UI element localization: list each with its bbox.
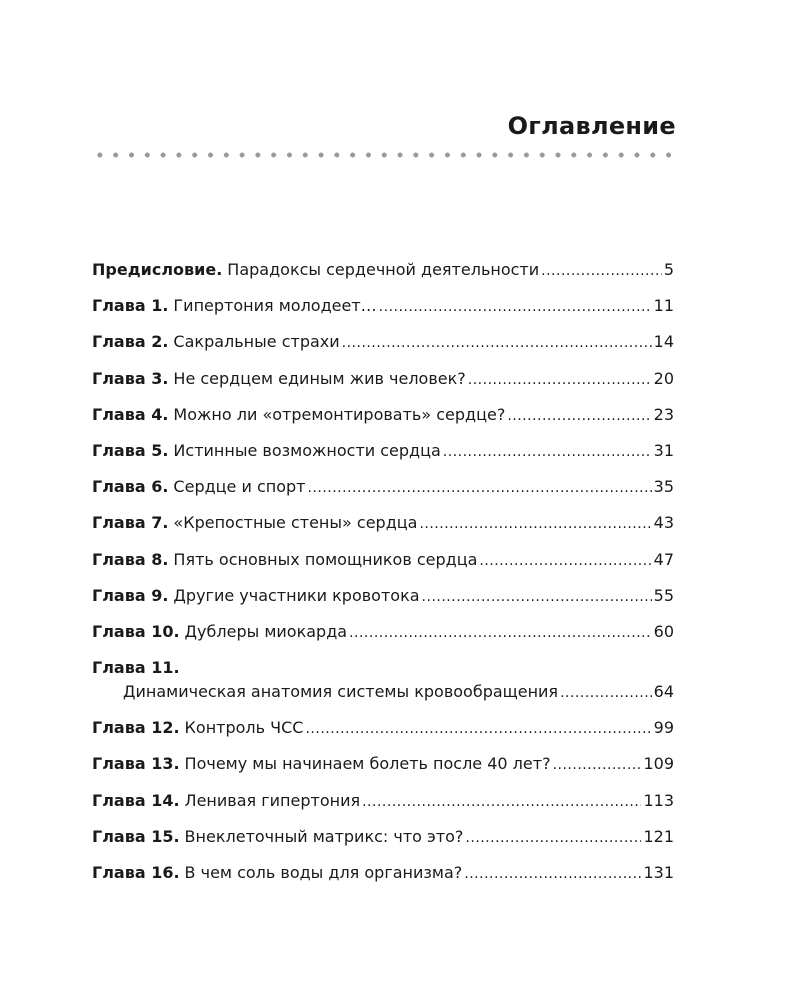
- toc-entry-chapter-5: [92, 439, 674, 463]
- dot-leader: [465, 826, 641, 850]
- toc-entry-label: Глава 16.: [92, 863, 180, 882]
- toc-entry-chapter-7: [92, 511, 674, 535]
- toc-entry-page: 35: [653, 477, 674, 497]
- dot-leader: [379, 295, 652, 319]
- toc-entry-page: 31: [653, 440, 674, 460]
- toc-entry-page: 11: [653, 296, 674, 316]
- toc-entry-page: 23: [653, 404, 674, 424]
- toc-entry-label: Глава 12.: [92, 718, 180, 738]
- toc-entry-page: 43: [653, 513, 674, 533]
- dot-leader: [419, 512, 651, 536]
- toc-entry-label: Глава 4.: [92, 404, 169, 424]
- toc-entry-page: 20: [653, 368, 674, 388]
- toc-entry-chapter-12: [92, 716, 674, 740]
- toc-entry-title: Дублеры миокарда: [184, 621, 348, 641]
- toc-entry-chapter-1: [92, 294, 674, 318]
- dot-leader: [307, 476, 651, 500]
- toc-entry-title: Динамическая анатомия системы кровообращения: [123, 682, 559, 702]
- toc-entry-title: Не сердцем единым жив человек?: [173, 368, 466, 388]
- toc-entry-label: Глава 10.: [92, 621, 180, 641]
- dotted-divider: [92, 152, 678, 158]
- table-of-contents: [92, 258, 674, 897]
- toc-entry-label: Глава 15.: [92, 826, 180, 846]
- dot-leader: [349, 621, 652, 645]
- dot-leader: [443, 440, 652, 464]
- toc-entry-title: Парадоксы сердечной деятельности: [227, 260, 540, 279]
- dot-leader: [305, 717, 651, 741]
- toc-entry-title: Внеклеточный матрикс: что это?: [184, 826, 464, 846]
- toc-entry-page: 60: [653, 621, 674, 641]
- toc-entry-title: Пять основных помощников сердца: [173, 549, 478, 569]
- toc-entry-page: 55: [653, 585, 674, 605]
- toc-entry-page: 47: [653, 549, 674, 569]
- toc-entry-title: Сакральные страхи: [173, 332, 340, 352]
- toc-entry-title: Истинные возможности сердца: [173, 440, 441, 460]
- toc-entry-page: 113: [643, 790, 674, 810]
- dot-leader: [464, 862, 641, 886]
- toc-entry-title: Другие участники кровотока: [173, 585, 420, 605]
- toc-entry-chapter-9: [92, 584, 674, 608]
- toc-entry-preface: [92, 258, 674, 282]
- toc-entry-title: «Крепостные стены» сердца: [173, 513, 418, 533]
- toc-entry-title: Почему мы начинаем болеть после 40 лет?: [184, 754, 551, 774]
- toc-entry-label: Предисловие.: [92, 260, 223, 279]
- dot-leader: [479, 549, 651, 573]
- toc-entry-chapter-11: [92, 656, 674, 704]
- toc-entry-chapter-14: [92, 789, 674, 813]
- dot-leader: [553, 753, 642, 777]
- toc-entry-chapter-3: [92, 367, 674, 391]
- dot-leader: [468, 368, 652, 392]
- toc-entry-chapter-10: [92, 620, 674, 644]
- dot-leader: [560, 681, 652, 705]
- toc-entry-title: Можно ли «отремонтировать» сердце?: [173, 404, 506, 424]
- toc-entry-page: 109: [643, 754, 674, 774]
- dot-leader: [362, 790, 641, 814]
- dot-leader: [422, 585, 652, 609]
- toc-entry-title: Гипертония молодеет…: [173, 296, 377, 316]
- toc-entry-page: 131: [643, 863, 674, 882]
- toc-entry-label: Глава 5.: [92, 440, 169, 460]
- toc-entry-label: Глава 3.: [92, 368, 169, 388]
- toc-entry-subline: [92, 680, 674, 704]
- toc-entry-chapter-16: [92, 861, 674, 885]
- toc-entry-label: Глава 2.: [92, 332, 169, 352]
- toc-entry-page: 64: [653, 682, 674, 702]
- toc-entry-label: Глава 9.: [92, 585, 169, 605]
- toc-entry-page: 99: [653, 718, 674, 738]
- toc-entry-label: Глава 13.: [92, 754, 180, 774]
- toc-entry-title: Сердце и спорт: [173, 477, 306, 497]
- toc-entry-chapter-2: [92, 330, 674, 354]
- dot-leader: [342, 331, 652, 355]
- page-title: Оглавление: [507, 112, 676, 140]
- toc-entry-page: 121: [643, 826, 674, 846]
- dot-leader: [541, 259, 662, 283]
- toc-entry-chapter-15: [92, 825, 674, 849]
- toc-entry-label: Глава 1.: [92, 296, 169, 316]
- toc-entry-label: Глава 7.: [92, 513, 169, 533]
- toc-entry-title: В чем соль воды для организма?: [184, 863, 463, 882]
- toc-entry-label: Глава 11.: [92, 658, 180, 678]
- toc-entry-label: Глава 14.: [92, 790, 180, 810]
- toc-entry-page: 14: [653, 332, 674, 352]
- toc-entry-page: 5: [663, 260, 674, 279]
- dot-leader: [507, 404, 651, 428]
- toc-entry-title: Ленивая гипертония: [184, 790, 361, 810]
- toc-entry-label: Глава 8.: [92, 549, 169, 569]
- toc-entry-chapter-4: [92, 403, 674, 427]
- toc-entry-label: Глава 6.: [92, 477, 169, 497]
- toc-entry-chapter-8: [92, 548, 674, 572]
- toc-entry-chapter-6: [92, 475, 674, 499]
- toc-entry-chapter-13: [92, 752, 674, 776]
- toc-entry-title: Контроль ЧСС: [184, 718, 304, 738]
